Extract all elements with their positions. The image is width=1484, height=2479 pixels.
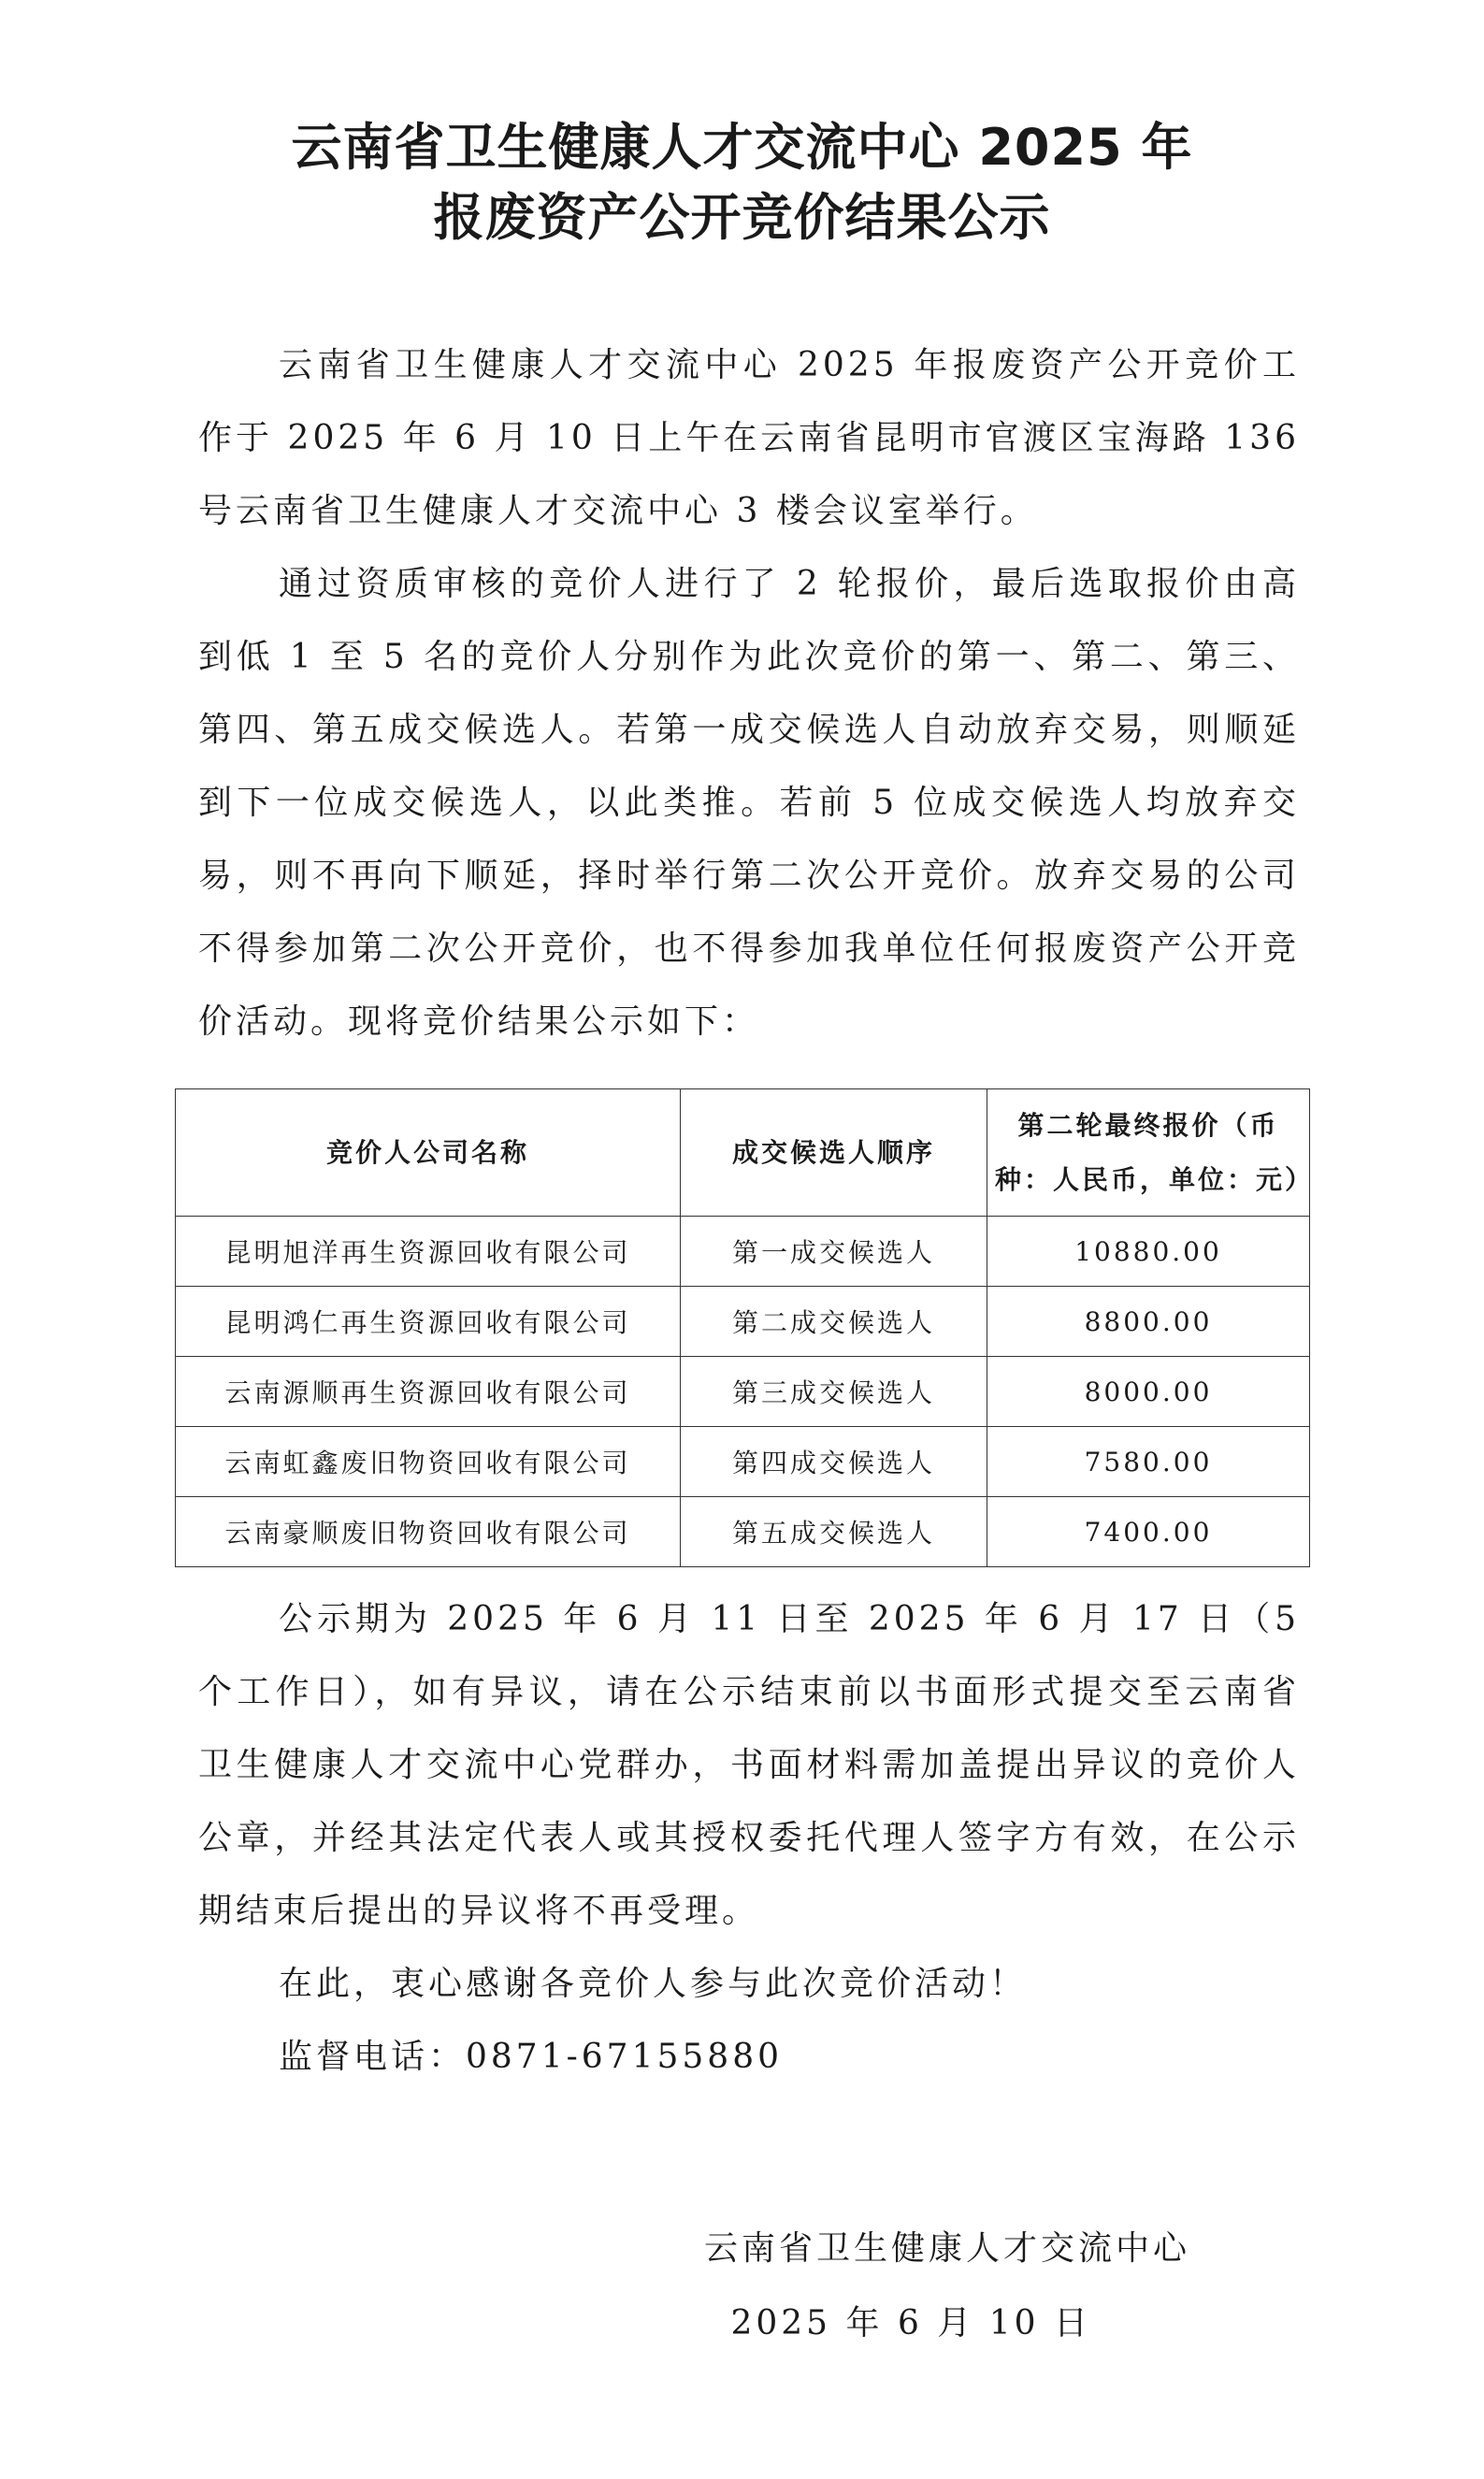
publicity-period-paragraph: 公示期为 2025 年 6 月 11 日至 2025 年 6 月 17 日（5 个工作日），如有异议，请在公示结束前以书面形式提交至云南省卫生健康人才交流中心党群办，书面材料需加盖提出异议的竞价人公章，并经其法定代表人或其授权委托代理人签字方有效，在公示期结束后提出的异议将不再受理。	[198, 1600, 1300, 1930]
header-final-bid: 第二轮最终报价（币种：人民币，单位：元）	[987, 1089, 1310, 1217]
document-title-line2: 报废资产公开竞价结果公示	[433, 188, 1051, 247]
company-name-cell: 昆明鸿仁再生资源回收有限公司	[176, 1287, 681, 1357]
header-company-name: 竞价人公司名称	[176, 1089, 681, 1217]
candidate-order-cell: 第三成交候选人	[681, 1357, 987, 1427]
bidding-results-table	[175, 1088, 1315, 1567]
signature-date: 2025 年 6 月 10 日	[730, 2304, 1091, 2342]
company-name-cell: 昆明旭洋再生资源回收有限公司	[176, 1217, 681, 1287]
candidate-order-cell: 第四成交候选人	[681, 1427, 987, 1497]
company-name-cell: 云南源顺再生资源回收有限公司	[176, 1357, 681, 1427]
final-bid-cell: 10880.00	[987, 1217, 1310, 1287]
company-name-cell: 云南虹鑫废旧物资回收有限公司	[176, 1427, 681, 1497]
table-row	[176, 1427, 1310, 1497]
final-bid-cell: 7400.00	[987, 1497, 1310, 1567]
company-name-cell: 云南豪顺废旧物资回收有限公司	[176, 1497, 681, 1567]
candidate-order-cell: 第二成交候选人	[681, 1287, 987, 1357]
table-row	[176, 1287, 1310, 1357]
thanks-paragraph: 在此，衷心感谢各竞价人参与此次竞价活动！	[279, 1965, 1028, 2003]
final-bid-cell: 7580.00	[987, 1427, 1310, 1497]
supervision-phone: 监督电话：0871-67155880	[279, 2038, 784, 2076]
table-row	[176, 1357, 1310, 1427]
final-bid-cell: 8000.00	[987, 1357, 1310, 1427]
candidate-order-cell: 第五成交候选人	[681, 1497, 987, 1567]
candidate-order-cell: 第一成交候选人	[681, 1217, 987, 1287]
header-candidate-order: 成交候选人顺序	[681, 1089, 987, 1217]
signature-organization: 云南省卫生健康人才交流中心	[703, 2229, 1190, 2268]
table-row	[176, 1497, 1310, 1567]
procedure-paragraph: 通过资质审核的竞价人进行了 2 轮报价，最后选取报价由高到低 1 至 5 名的竞价人分别作为此次竞价的第一、第二、第三、第四、第五成交候选人。若第一成交候选人自动放弃交易，则顺延到下一位成交候选人，以此类推。若前 5 位成交候选人均放弃交易，则不再向下顺延，择时举行第二次公开竞价。放弃交易的公司不得参加第二次公开竞价，也不得参加我单位任何报废资产公开竞价活动。现将竞价结果公示如下：	[198, 565, 1300, 1041]
document-title-line1: 云南省卫生健康人才交流中心 2025 年	[291, 118, 1193, 177]
table-row	[176, 1217, 1310, 1287]
intro-paragraph: 云南省卫生健康人才交流中心 2025 年报废资产公开竞价工作于 2025 年 6 月 10 日上午在云南省昆明市官渡区宝海路 136 号云南省卫生健康人才交流中心 3 楼会议室举行。	[198, 346, 1300, 530]
final-bid-cell: 8800.00	[987, 1287, 1310, 1357]
table-header-row	[176, 1089, 1310, 1217]
